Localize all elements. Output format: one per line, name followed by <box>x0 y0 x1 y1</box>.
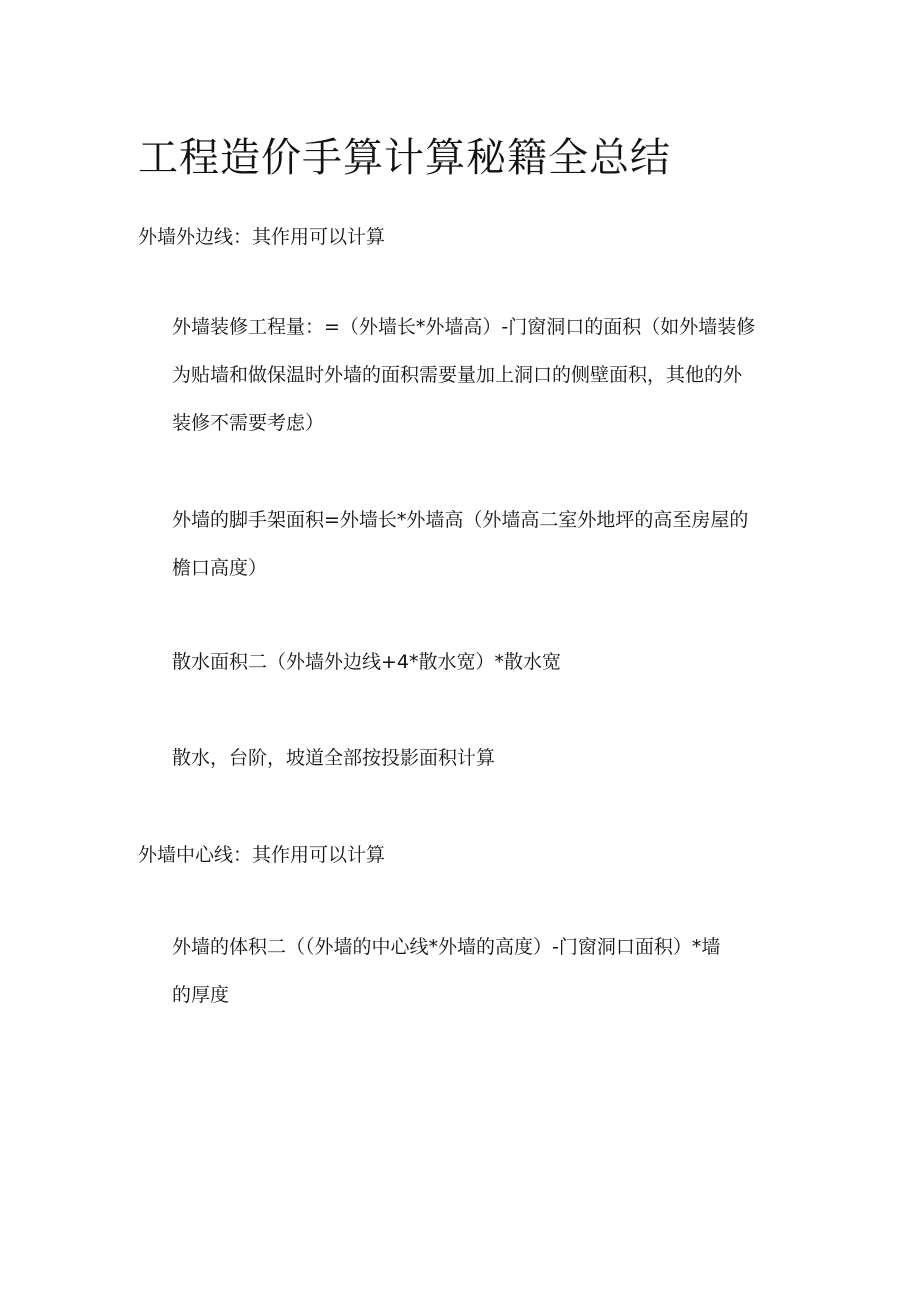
section-heading-center-line: 外墙中心线：其作用可以计算 <box>138 844 386 866</box>
paragraph-line: 散水面积二（外墙外边线+4*散水宽）*散水宽 <box>172 651 562 673</box>
paragraph-exterior-wall-finish <box>172 303 792 447</box>
paragraph-line: 外墙装修工程量：=（外墙长*外墙高）-门窗洞口的面积（如外墙装修 <box>172 316 756 338</box>
paragraph-line: 装修不需要考虑） <box>172 412 325 434</box>
paragraph-projection-area <box>172 734 792 782</box>
paragraph-line: 为贴墙和做保温时外墙的面积需要量加上洞口的侧壁面积，其他的外 <box>172 364 743 386</box>
paragraph-line: 檐口高度） <box>172 557 268 579</box>
paragraph-apron-area <box>172 638 792 686</box>
document-title: 工程造价手算计算秘籍全总结 <box>138 135 671 181</box>
paragraph-wall-volume <box>172 923 792 1019</box>
paragraph-line: 外墙的体积二（（外墙的中心线*外墙的高度）-门窗洞口面积）*墙 <box>172 936 721 958</box>
paragraph-line: 散水，台阶，坡道全部按投影面积计算 <box>172 747 496 769</box>
section-heading-outer-edge-line: 外墙外边线：其作用可以计算 <box>138 226 386 248</box>
paragraph-scaffold-area <box>172 496 792 592</box>
paragraph-line: 的厚度 <box>172 984 230 1006</box>
paragraph-line: 外墙的脚手架面积=外墙长*外墙高（外墙高二室外地坪的高至房屋的 <box>172 509 749 531</box>
